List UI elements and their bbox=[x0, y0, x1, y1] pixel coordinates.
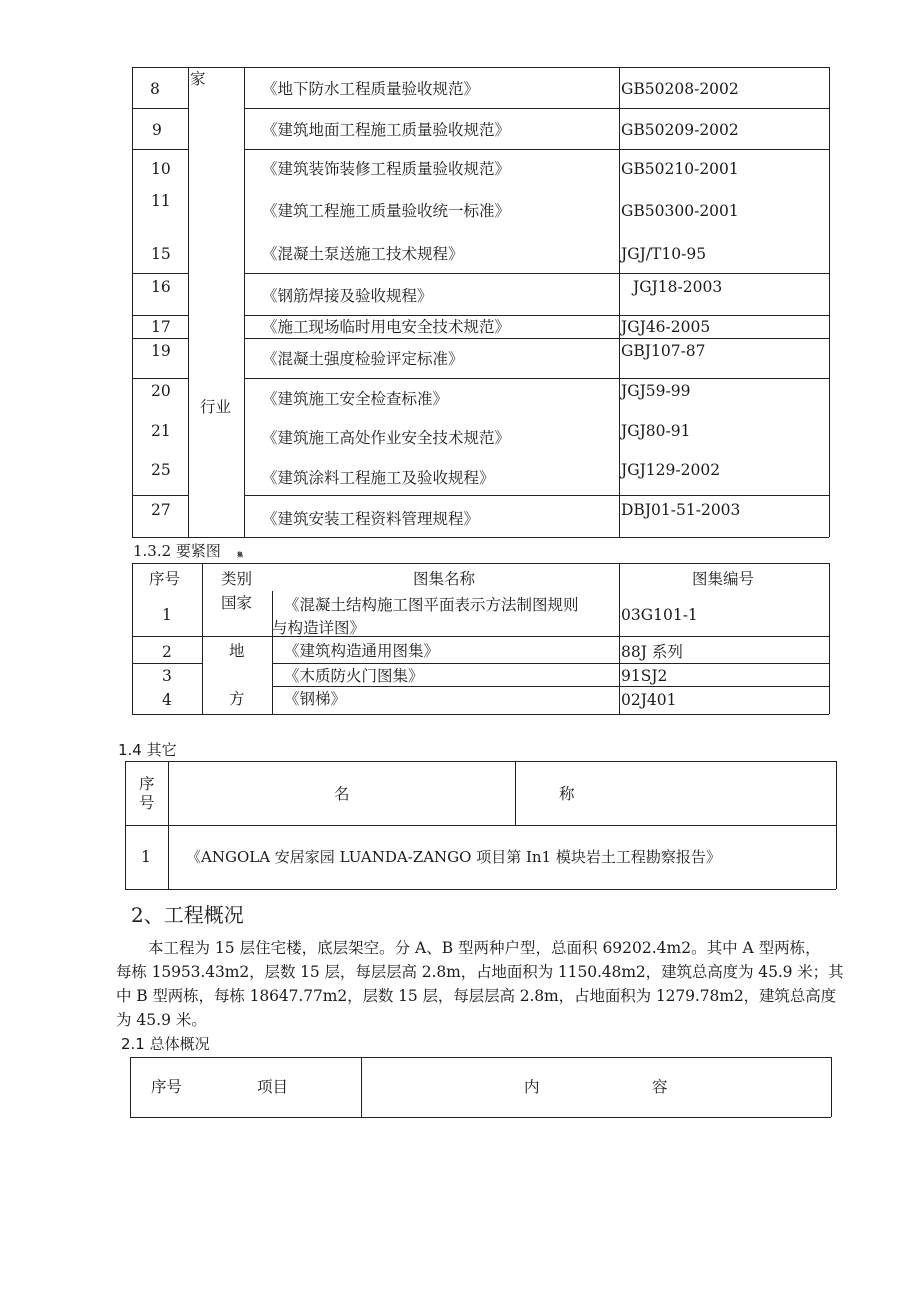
atlas-row-no: 1 bbox=[162, 606, 172, 624]
row-code: DBJ01-51-2003 bbox=[621, 501, 741, 519]
other-row-name: 《ANGOLA 安居家园 LUANDA-ZANGO 项目第 In1 模块岩土工程勘察报告》 bbox=[186, 848, 721, 866]
row-code: GB50209-2002 bbox=[621, 121, 739, 139]
other-row-no: 1 bbox=[141, 848, 151, 866]
row-name: 《建筑施工高处作业安全技术规范》 bbox=[262, 429, 511, 447]
row-code: GBJ107-87 bbox=[621, 342, 706, 360]
overview-heading: 2、工程概况 bbox=[131, 903, 244, 927]
row-code: GB50208-2002 bbox=[621, 80, 739, 98]
atlas-category-local-2: 方 bbox=[229, 690, 245, 708]
row-name: 《施工现场临时用电安全技术规范》 bbox=[262, 318, 511, 336]
atlas-heading: 1.3.2 要紧图 bbox=[133, 542, 221, 560]
other-heading: 1.4 其它 bbox=[118, 741, 177, 759]
category-label-industry: 行业 bbox=[200, 398, 232, 416]
overview-line: 中 B 型两栋，每栋 18647.77m2，层数 15 层，每层层高 2.8m，占地面积为 1279.78m2，建筑总高度 bbox=[116, 987, 837, 1005]
atlas-row-code: 03G101-1 bbox=[621, 606, 698, 624]
row-code: JGJ18-2003 bbox=[633, 278, 723, 296]
general-header-content-2: 容 bbox=[652, 1078, 668, 1096]
atlas-header-category: 类别 bbox=[221, 570, 253, 588]
category-label-national: 家 bbox=[190, 70, 206, 88]
row-code: JGJ129-2002 bbox=[621, 461, 721, 479]
row-name: 《建筑地面工程施工质量验收规范》 bbox=[262, 121, 511, 139]
row-name: 《建筑装饰装修工程质量验收规范》 bbox=[262, 160, 511, 178]
row-no: 9 bbox=[152, 121, 162, 139]
row-no: 11 bbox=[151, 192, 171, 210]
row-name: 《建筑工程施工质量验收统一标准》 bbox=[262, 202, 511, 220]
row-name: 《钢筋焊接及验收规程》 bbox=[262, 287, 433, 305]
general-header-item: 项目 bbox=[257, 1078, 289, 1096]
atlas-category-national: 国家 bbox=[221, 594, 253, 612]
atlas-row-code: 88J 系列 bbox=[621, 643, 683, 661]
row-name: 《建筑涂料工程施工及验收规程》 bbox=[262, 469, 495, 487]
row-name: 《地下防水工程质量验收规范》 bbox=[262, 80, 480, 98]
general-header-content-1: 内 bbox=[524, 1078, 540, 1096]
atlas-row-code: 91SJ2 bbox=[621, 667, 668, 685]
other-header-name-2: 称 bbox=[559, 785, 575, 803]
atlas-header-code: 图集编号 bbox=[692, 570, 755, 588]
row-no: 17 bbox=[151, 318, 171, 336]
row-name: 《混凝土泵送施工技术规程》 bbox=[262, 245, 464, 263]
atlas-row-no: 4 bbox=[162, 691, 172, 709]
atlas-category-local-1: 地 bbox=[229, 642, 245, 660]
atlas-heading-tail: 集 bbox=[237, 552, 244, 559]
atlas-row-name: 与构造详图》 bbox=[272, 619, 366, 637]
overview-line: 本工程为 15 层住宅楼，底层架空。分 A、B 型两种户型，总面积 69202.4m2。其中 A 型两栋， bbox=[148, 939, 821, 957]
atlas-row-code: 02J401 bbox=[621, 691, 677, 709]
row-code: GB50210-2001 bbox=[621, 160, 739, 178]
overview-line: 每栋 15953.43m2，层数 15 层，每层层高 2.8m，占地面积为 1150.48m2，建筑总高度为 45.9 米；其 bbox=[116, 963, 844, 981]
row-name: 《建筑安装工程资料管理规程》 bbox=[262, 510, 480, 528]
other-header-no-1: 序 bbox=[139, 775, 155, 793]
row-code: JGJ80-91 bbox=[621, 422, 691, 440]
row-code: JGJ46-2005 bbox=[621, 318, 711, 336]
other-header-name-1: 名 bbox=[334, 785, 350, 803]
row-no: 8 bbox=[150, 80, 160, 98]
row-code: JGJ/T10-95 bbox=[621, 245, 707, 263]
general-header-no: 序号 bbox=[151, 1078, 183, 1096]
row-no: 21 bbox=[151, 422, 171, 440]
overview-line: 为 45.9 米。 bbox=[116, 1011, 207, 1029]
row-no: 20 bbox=[151, 382, 171, 400]
row-no: 16 bbox=[151, 278, 171, 296]
atlas-header-no: 序号 bbox=[149, 570, 181, 588]
atlas-row-no: 2 bbox=[162, 643, 172, 661]
atlas-row-name: 《钢梯》 bbox=[284, 690, 347, 708]
row-no: 25 bbox=[151, 461, 171, 479]
row-no: 19 bbox=[151, 342, 171, 360]
row-no: 27 bbox=[151, 501, 171, 519]
row-code: GB50300-2001 bbox=[621, 202, 739, 220]
general-heading: 2.1 总体概况 bbox=[121, 1035, 210, 1053]
atlas-row-no: 3 bbox=[162, 667, 172, 685]
row-name: 《建筑施工安全检查标准》 bbox=[262, 390, 449, 408]
row-name: 《混凝土强度检验评定标准》 bbox=[262, 350, 464, 368]
row-code: JGJ59-99 bbox=[621, 382, 691, 400]
row-no: 10 bbox=[151, 160, 171, 178]
other-header-no-2: 号 bbox=[139, 794, 155, 812]
atlas-row-name: 《木质防火门图集》 bbox=[284, 667, 424, 685]
atlas-row-name: 《混凝土结构施工图平面表示方法制图规则 bbox=[284, 596, 579, 614]
row-no: 15 bbox=[151, 245, 171, 263]
atlas-row-name: 《建筑构造通用图集》 bbox=[284, 642, 440, 660]
atlas-header-name: 图集名称 bbox=[413, 570, 476, 588]
